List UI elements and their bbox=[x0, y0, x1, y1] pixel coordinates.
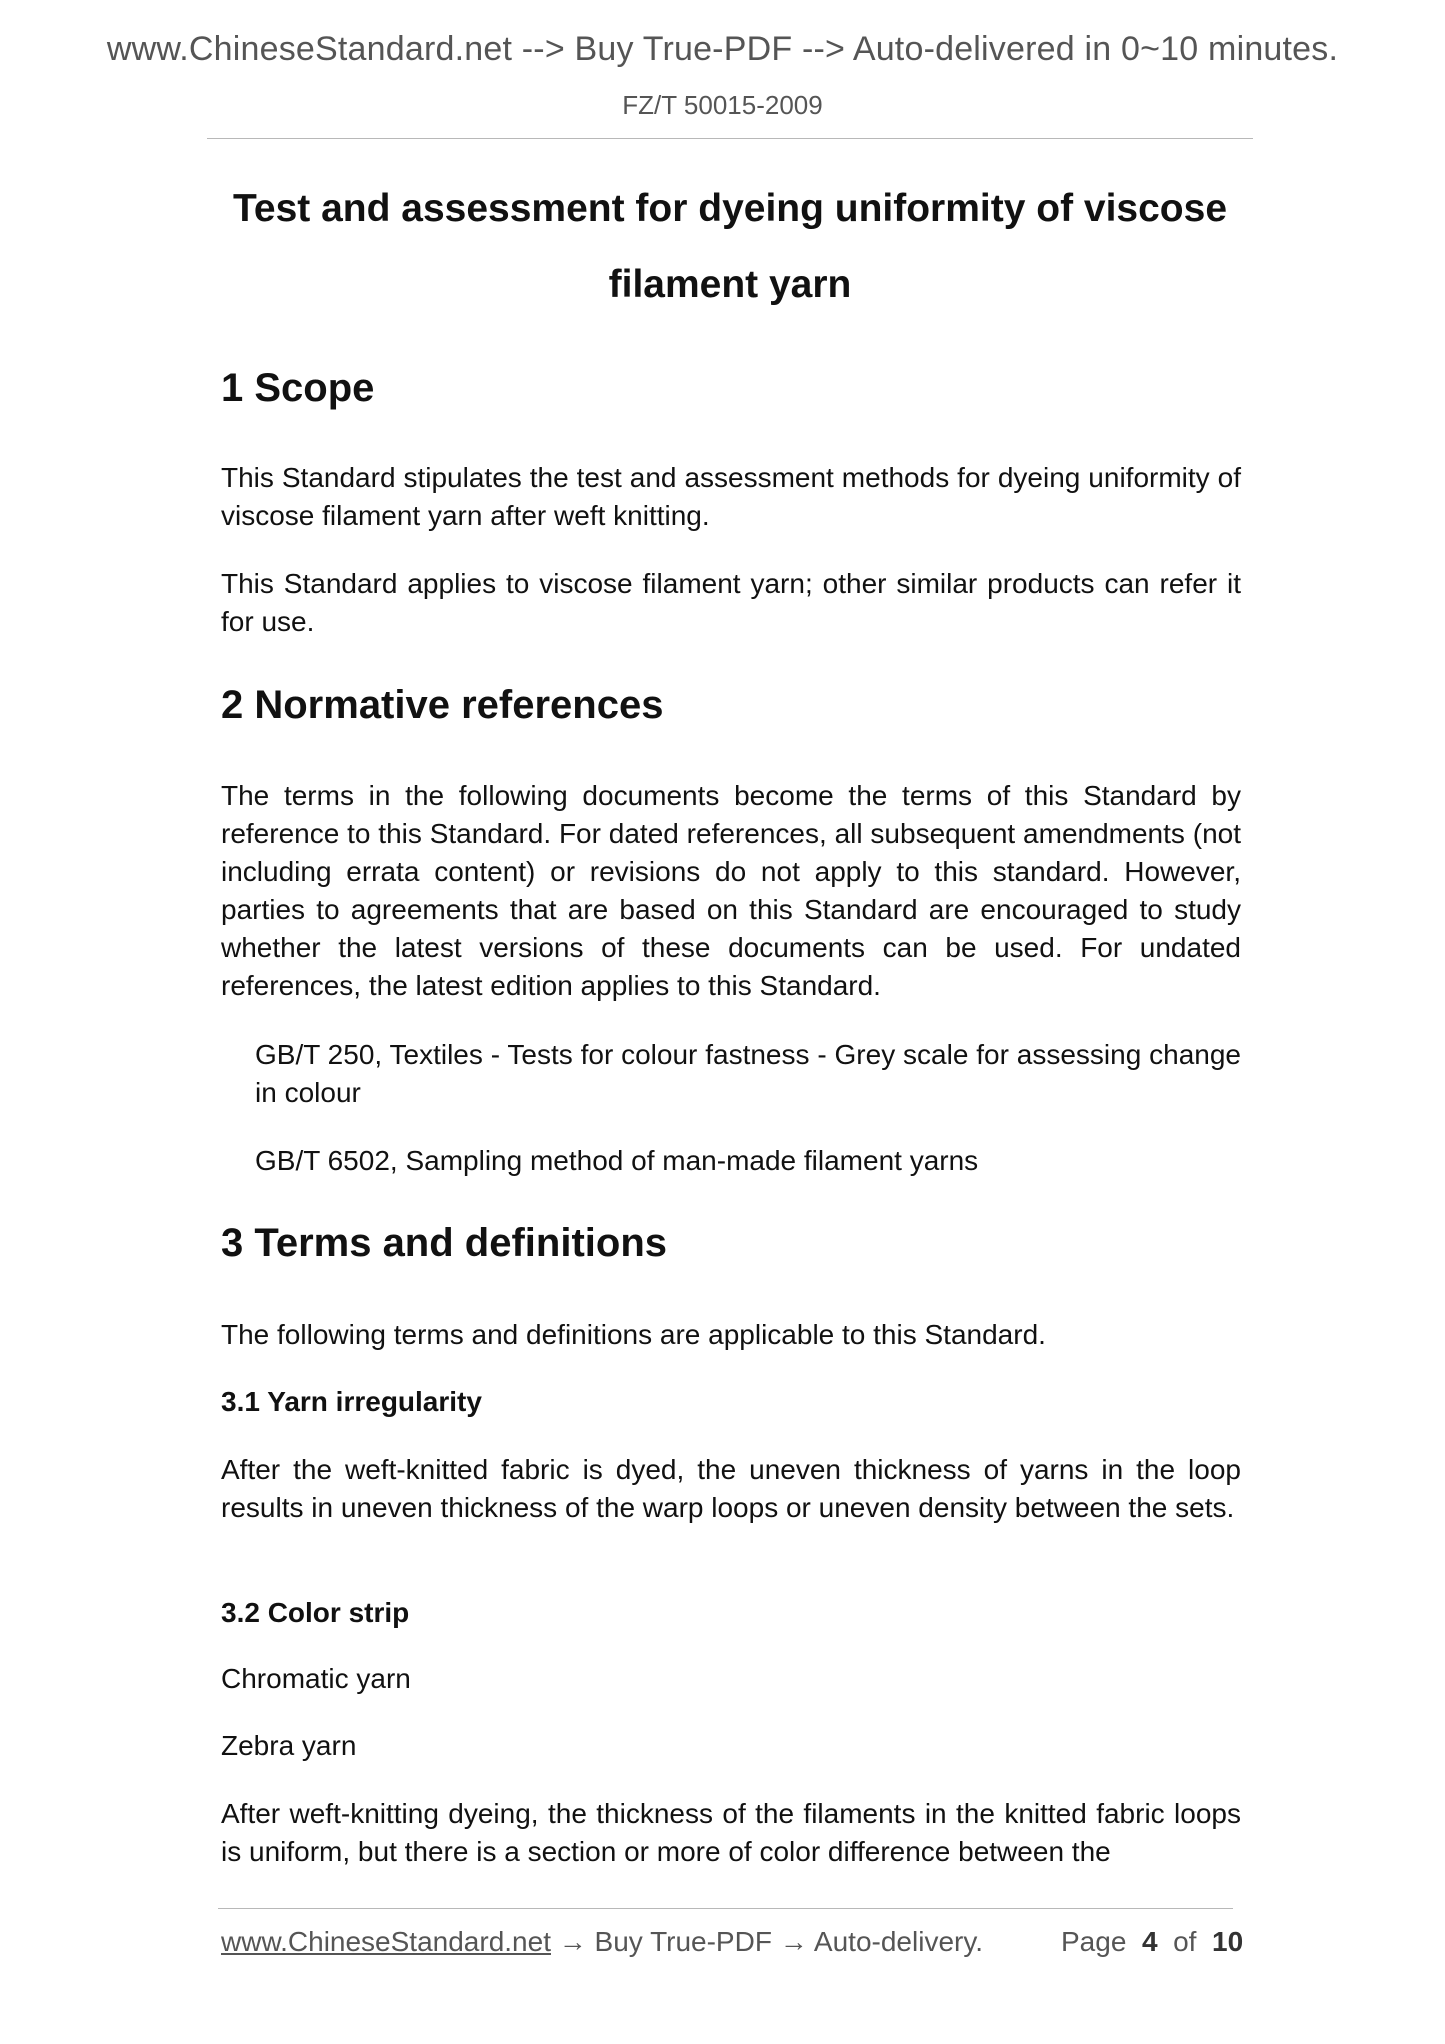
page-indicator bbox=[1061, 1926, 1243, 1958]
term-heading-color-strip: 3.2 Color strip bbox=[221, 1597, 410, 1628]
section-heading-terms: 3 Terms and definitions bbox=[221, 1221, 667, 1265]
footer-divider bbox=[218, 1908, 1233, 1909]
term-heading-yarn-irregularity: 3.1 Yarn irregularity bbox=[221, 1386, 482, 1417]
scope-paragraph-1: This Standard stipulates the test and assessment methods for dyeing uniformity of viscose filament yarn after weft knitting. bbox=[221, 462, 1241, 531]
header-banner: www.ChineseStandard.net --> Buy True-PDF --> Auto-delivered in 0~10 minutes. bbox=[106, 30, 1339, 68]
page-label: Page bbox=[1061, 1926, 1127, 1957]
footer-site-link[interactable]: www.ChineseStandard.net bbox=[221, 1926, 551, 1957]
term-body-color-strip: After weft-knitting dyeing, the thickness of the filaments in the knitted fabric loops is uniform, but there is a section or more of color difference between the bbox=[221, 1798, 1241, 1867]
page-current: 4 bbox=[1141, 1926, 1158, 1957]
terms-intro: The following terms and definitions are applicable to this Standard. bbox=[221, 1319, 1046, 1350]
scope-paragraph-2: This Standard applies to viscose filament yarn; other similar products can refer it for use. bbox=[221, 568, 1241, 637]
page-of-label: of bbox=[1173, 1926, 1197, 1957]
section-heading-normative-references: 2 Normative references bbox=[221, 683, 664, 727]
term-body-yarn-irregularity: After the weft-knitted fabric is dyed, the uneven thickness of yarns in the loop results in uneven thickness of the warp loops or uneven density between the sets. bbox=[221, 1454, 1241, 1523]
header-divider bbox=[207, 138, 1253, 139]
document-title-line-1: Test and assessment for dyeing uniformity of viscose bbox=[232, 187, 1228, 230]
normative-paragraph: The terms in the following documents become the terms of this Standard by reference to this Standard. For dated references, all subsequent amendments (not including errata content) or revisions do not apply to this standard. However, parties to agreements that are based on this Standard are encouraged to study whether the latest versions of these documents can be used. For undated references, the latest edition applies to this Standard. bbox=[221, 780, 1241, 1001]
term-synonym-zebra-yarn: Zebra yarn bbox=[221, 1730, 357, 1761]
section-heading-scope: 1 Scope bbox=[221, 366, 375, 410]
standard-code: FZ/T 50015-2009 bbox=[622, 90, 823, 120]
document-title-line-2: filament yarn bbox=[608, 263, 852, 306]
footer-delivery-note bbox=[221, 1926, 983, 1958]
term-synonym-chromatic-yarn: Chromatic yarn bbox=[221, 1663, 411, 1694]
footer-delivery-text: → Buy True-PDF → Auto-delivery. bbox=[550, 1926, 984, 1957]
reference-item-gbt-250: GB/T 250, Textiles - Tests for colour fastness - Grey scale for assessing change in colour bbox=[255, 1039, 1241, 1108]
reference-item-gbt-6502: GB/T 6502, Sampling method of man-made filament yarns bbox=[255, 1145, 979, 1176]
page-total: 10 bbox=[1212, 1926, 1244, 1957]
